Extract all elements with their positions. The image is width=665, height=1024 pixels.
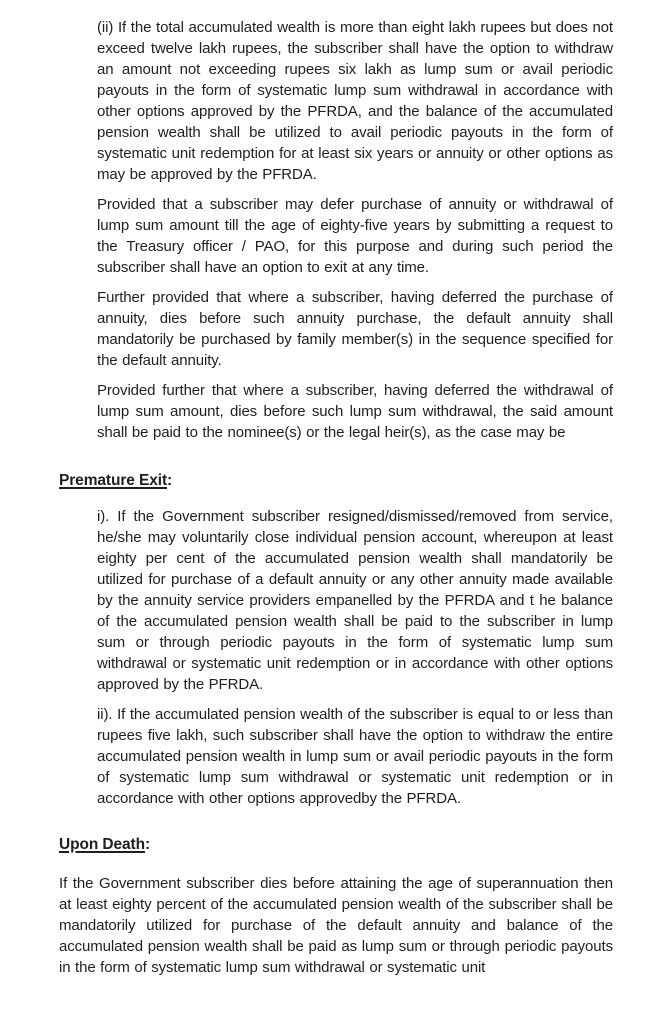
paragraph-defer-annuity-proviso: Provided that a subscriber may defer purchase of annuity or withdrawal of lump sum amount till the age of eighty-five years by submitting a request to the Treasury officer / PAO, for this purpose and during such period the subscriber shall have an option to exit at any time. (97, 196, 613, 276)
paragraph-deferred-annuity-death-proviso: Further provided that where a subscriber, having deferred the purchase of annuity, dies before such annuity purchase, the default annuity shall mandatorily be purchased by family member(s) in the sequence specified for the default annuity. (97, 289, 613, 369)
heading-premature-exit-colon: : (167, 472, 173, 489)
paragraph-premature-exit-ii: ii). If the accumulated pension wealth of the subscriber is equal to or less than rupees five lakh, such subscriber shall have the option to withdraw the entire accumulated pension wealth in lump sum or avail periodic payouts in the form of systematic lump sum withdrawal or systematic unit redemption or in accordance with other options approvedby the PFRDA. (97, 706, 613, 807)
heading-premature-exit-label: Premature Exit (59, 472, 168, 489)
heading-upon-death-colon: : (144, 836, 151, 853)
paragraph-deferred-lumpsum-death-proviso: Provided further that where a subscriber, having deferred the withdrawal of lump sum amount, dies before such lump sum withdrawal, the said amount shall be paid to the nominee(s) or the legal heir(s), as the case may be (97, 382, 613, 441)
heading-upon-death (59, 834, 613, 855)
paragraph-premature-exit-i: i). If the Government subscriber resigned/dismissed/removed from service, he/she may voluntarily close individual pension account, whereupon at least eighty per cent of the accumulated pension wealth shall mandatorily be utilized for purchase of a default annuity or any other annuity made available by the annuity service providers empanelled by the PFRDA and t he balance of the accumulated pension wealth shall be paid to the subscriber in lump sum or through periodic payouts in the form of systematic lump sum withdrawal or systematic unit redemption or in accordance with other options approved by the PFRDA. (97, 508, 613, 693)
heading-upon-death-label: Upon Death (59, 836, 145, 853)
paragraph-upon-death: If the Government subscriber dies before attaining the age of superannuation then at least eighty percent of the accumulated pension wealth of the subscriber shall be mandatorily utilized for purchase of the default annuity and balance of the accumulated pension wealth shall be paid as lump sum or through periodic payouts in the form of systematic lump sum withdrawal or systematic unit (59, 875, 613, 976)
paragraph-accumulated-wealth-clause-ii: (ii) If the total accumulated wealth is more than eight lakh rupees but does not exceed twelve lakh rupees, the subscriber shall have the option to withdraw an amount not exceeding rupees six lakh as lump sum or avail periodic payouts in the form of systematic lump sum withdrawal in accordance with other options approved by the PFRDA, and the balance of the accumulated pension wealth shall be utilized to avail periodic payouts in the form of systematic unit redemption for at least six years or annuity or other options as may be approved by the PFRDA. (97, 19, 613, 183)
heading-premature-exit (59, 470, 613, 491)
